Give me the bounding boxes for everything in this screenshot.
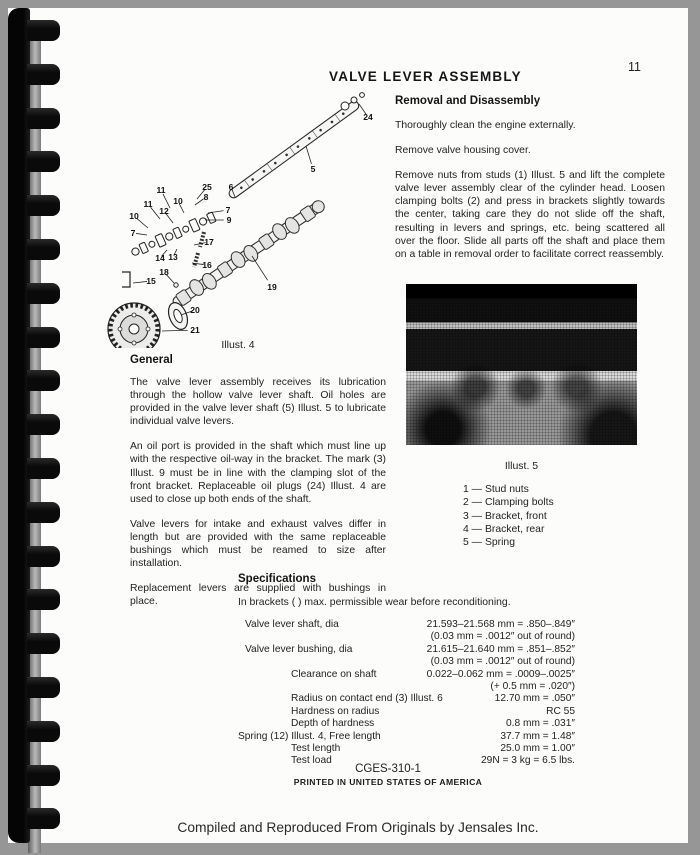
diagram-part-number: 8 xyxy=(203,192,209,202)
spec-value: 25.0 mm = 1.00″ xyxy=(500,743,575,755)
specs-table xyxy=(238,619,575,768)
legend-item: 1 — Stud nuts xyxy=(463,484,529,495)
binding-tooth xyxy=(27,20,60,41)
spec-value: (+ 0.5 mm = .020″) xyxy=(490,681,575,693)
diagram-leader-line xyxy=(136,233,147,235)
diagram-part-number: 9 xyxy=(226,215,232,225)
doc-code: CGES-310-1 xyxy=(355,763,421,775)
legend-item: 2 — Clamping bolts xyxy=(463,497,554,509)
removal-heading: Removal and Disassembly xyxy=(395,95,541,107)
binding-tooth xyxy=(27,677,60,698)
spec-row xyxy=(238,669,575,681)
spec-value: 12.70 mm = .050″ xyxy=(494,693,575,705)
binding-tooth xyxy=(27,458,60,479)
page xyxy=(8,8,688,843)
spec-label: Test load xyxy=(291,755,332,767)
illust5-legend xyxy=(463,483,554,549)
diagram-part-number: 18 xyxy=(159,267,169,277)
binding-tooth xyxy=(27,633,60,654)
diagram-part-number: 15 xyxy=(146,276,156,286)
spec-label: Valve lever shaft, dia xyxy=(245,619,339,630)
specs-heading: Specifications xyxy=(238,573,316,585)
diagram-part-number: 11 xyxy=(143,199,153,209)
specs-note: In brackets ( ) max. permissible wear before reconditioning. xyxy=(238,597,511,608)
spec-row xyxy=(238,644,575,656)
spec-value: (0.03 mm = .0012″ out of round) xyxy=(430,656,575,668)
diagram-part-number: 6 xyxy=(228,182,234,192)
spec-label: Hardness on radius xyxy=(291,705,380,717)
page-number: 11 xyxy=(628,60,641,74)
spec-label: Spring (12) Illust. 4, Free length xyxy=(238,730,381,742)
spec-label xyxy=(238,656,245,668)
diagram-part-number: 11 xyxy=(156,185,166,195)
binding-tooth xyxy=(27,765,60,786)
binding-tooth xyxy=(27,414,60,435)
general-paragraph: Valve levers for intake and exhaust valves differ in length but are provided with the same replaceable bushings which must be reamed to size after installation. xyxy=(130,518,386,570)
diagram-part-number: 12 xyxy=(159,206,169,216)
diagram-part-number: 17 xyxy=(204,237,214,247)
spec-row xyxy=(238,681,575,693)
diagram-leader-line xyxy=(252,256,268,280)
diagram-part-number: 25 xyxy=(202,182,212,192)
illust5-photo xyxy=(406,284,637,445)
removal-paragraph: Remove nuts from studs (1) Illust. 5 and lift the complete valve lever assembly clear of the cylinder head. Loosen clamping bolts (2) and press in brackets slightly towards the center, taking care they do not slide off the shaft, resulting in levers and springs, etc. being scattered all over the floor. Slide all parts off the shaft and place them on a table in removal order to facilitate correct reassembly. xyxy=(395,170,665,260)
legend-item: 5 — Spring xyxy=(463,537,515,549)
diagram-part-number: 10 xyxy=(129,211,139,221)
page-title: VALVE LEVER ASSEMBLY xyxy=(329,69,522,84)
diagram-leader-line xyxy=(133,281,147,283)
binding-tooth xyxy=(27,195,60,216)
removal-text xyxy=(395,119,665,273)
general-paragraph: Replacement levers are supplied with bushings in place. xyxy=(130,583,386,608)
spec-row xyxy=(238,731,575,743)
removal-paragraph: Thoroughly clean the engine externally. xyxy=(395,120,576,131)
spec-row xyxy=(238,656,575,668)
binding-tooth xyxy=(27,502,60,523)
legend-item: 3 — Bracket, front xyxy=(463,510,547,522)
spec-row xyxy=(238,619,575,631)
diagram-part-number: 24 xyxy=(363,112,373,122)
diagram-part-number: 19 xyxy=(267,282,277,292)
binding-tooth xyxy=(27,283,60,304)
diagram-part-number: 7 xyxy=(130,228,136,238)
general-paragraph: An oil port is provided in the shaft which must line up with the respective oil-way in the bracket. The mark (3) Illust. 9 must be in line with the clamping slot of the front bracket. Replaceable oil plugs (24) Illust. 4 are used to close up both ends of the shaft. xyxy=(130,441,386,505)
diagram-part-number: 20 xyxy=(190,305,200,315)
spec-label: Test length xyxy=(291,743,341,755)
spec-value: 37.7 mm = 1.48″ xyxy=(500,730,575,742)
diagram-leader-line xyxy=(306,146,311,164)
diagram-part-number: 16 xyxy=(202,260,212,270)
spec-row xyxy=(238,706,575,718)
spec-value: 29N = 3 kg = 6.5 lbs. xyxy=(480,755,575,767)
binding-tooth xyxy=(27,589,60,610)
binding-tooth xyxy=(27,721,60,742)
spec-label xyxy=(238,681,291,693)
binding-tooth xyxy=(27,808,60,829)
binding-tooth xyxy=(27,151,60,172)
spec-row xyxy=(238,718,575,730)
diagram-part-number: 14 xyxy=(155,253,165,263)
diagram-leader-line xyxy=(162,330,188,331)
diagram-part-number: 13 xyxy=(168,252,178,262)
footer-banner: Compiled and Reproduced From Originals by Jensales Inc. xyxy=(177,820,539,835)
spec-value: 21.593–21.568 mm = .850–.849″ xyxy=(426,619,575,630)
spec-label: Valve lever bushing, dia xyxy=(245,643,353,655)
spec-value: 0.022–0.062 mm = .0009–.0025″ xyxy=(426,668,575,680)
diagram-part-number: 21 xyxy=(190,325,200,335)
binding-tooth xyxy=(27,239,60,260)
valve-lever-exploded-diagram xyxy=(100,86,400,348)
general-heading: General xyxy=(130,354,173,366)
diagram-part-number: 7 xyxy=(225,205,231,215)
binding-tooth xyxy=(27,64,60,85)
spec-label: Clearance on shaft xyxy=(291,668,377,680)
legend-item: 4 — Bracket, rear xyxy=(463,523,545,535)
removal-paragraph: Remove valve housing cover. xyxy=(395,145,531,157)
diagram-leader-line xyxy=(208,211,224,213)
spec-value: (0.03 mm = .0012″ out of round) xyxy=(430,631,575,643)
spec-value: 0.8 mm = .031″ xyxy=(505,718,575,730)
spec-label xyxy=(238,631,245,643)
illust4-caption: Illust. 4 xyxy=(221,339,255,351)
binding-tooth xyxy=(27,370,60,391)
binding-tooth xyxy=(27,327,60,348)
diagram-part-number: 5 xyxy=(310,164,316,174)
spec-label: Depth of hardness xyxy=(291,718,375,730)
spec-label: Radius on contact end (3) Illust. 6 xyxy=(291,693,443,705)
diagram-leader-line xyxy=(195,199,204,205)
illust5-caption: Illust. 5 xyxy=(504,460,539,472)
printed-note: PRINTED IN UNITED STATES OF AMERICA xyxy=(293,777,483,787)
spec-row xyxy=(238,743,575,755)
spec-row xyxy=(238,631,575,643)
spec-value: 21.615–21.640 mm = .851–.852″ xyxy=(426,643,575,655)
binding-tooth xyxy=(27,546,60,567)
spec-row xyxy=(238,693,575,705)
spec-value: RC 55 xyxy=(546,705,575,717)
general-paragraph: The valve lever assembly receives its lubrication through the hollow valve lever shaft. Oil holes are provided in the valve lever shaft (5) Illust. 5 to lubricate individual valve levers. xyxy=(130,377,386,428)
binding-tooth xyxy=(27,108,60,129)
diagram-part-number: 10 xyxy=(173,196,183,206)
